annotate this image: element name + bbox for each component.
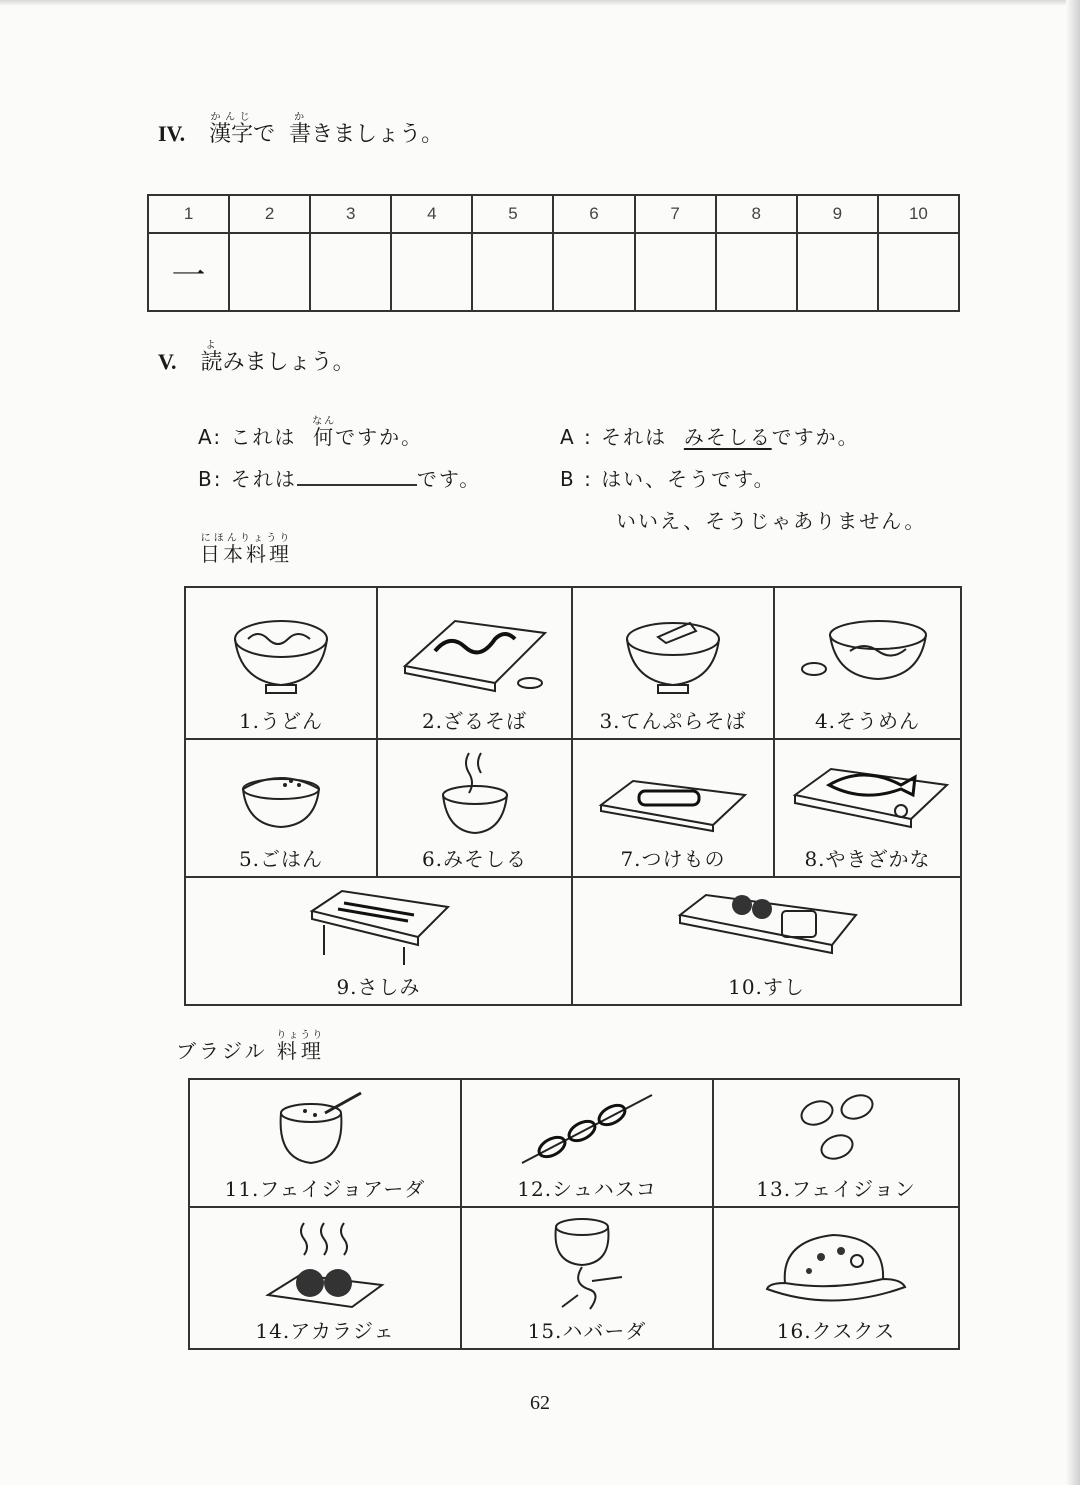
kanji-header-cell: 7	[635, 195, 716, 233]
japanese-cuisine-title: 日本料理にほんりょうり	[200, 533, 292, 566]
kanji-answer-cell: 一	[148, 233, 229, 311]
rice-bowl-icon	[231, 759, 331, 839]
udon-bowl-icon	[226, 611, 336, 701]
kanji-header-cell: 6	[553, 195, 634, 233]
dialog-left-a: A: これは 何なんですか。	[198, 416, 424, 449]
food-cell-tempurasoba	[572, 587, 774, 739]
food-cell-sushi	[572, 877, 961, 1005]
brazilian-food-grid	[188, 1078, 960, 1350]
food-label: 4.そうめん	[814, 709, 921, 733]
cuscuz-icon	[761, 1221, 911, 1311]
food-cell-feijao	[713, 1079, 959, 1207]
food-cell-sashimi	[185, 877, 572, 1005]
food-label: 2.ざるそば	[421, 709, 528, 733]
food-cell-tsukemono	[572, 739, 774, 877]
tsukemono-plate-icon	[593, 769, 753, 839]
kanji-header-cell: 8	[716, 195, 797, 233]
rabada-pot-icon	[532, 1211, 642, 1311]
grilled-fish-icon	[783, 759, 953, 839]
section-5-title: V. 読よみましょう。	[158, 340, 355, 375]
food-cell-somen	[774, 587, 961, 739]
food-label: 16.クスクス	[776, 1319, 896, 1343]
kanji-header-cell: 3	[310, 195, 391, 233]
food-label: 7.つけもの	[620, 847, 726, 871]
kanji-table-answer-row	[148, 233, 959, 311]
section-4-title: IV. 漢字かんじで 書かきましょう。	[158, 112, 444, 147]
food-label: 6.みそしる	[421, 847, 528, 871]
feijoada-pot-icon	[265, 1089, 385, 1169]
japanese-food-grid	[184, 586, 962, 1006]
kanji-answer-cell[interactable]	[229, 233, 310, 311]
kanji-answer-cell[interactable]	[553, 233, 634, 311]
kanji-header-cell: 2	[229, 195, 310, 233]
skewer-icon	[512, 1089, 662, 1169]
kanji-header-cell: 4	[391, 195, 472, 233]
kanji-answer-cell[interactable]	[635, 233, 716, 311]
kanji-header-cell: 1	[148, 195, 229, 233]
food-cell-rabada	[461, 1207, 713, 1349]
kanji-header-cell: 9	[797, 195, 878, 233]
kanji-answer-cell[interactable]	[878, 233, 959, 311]
food-label: 10.すし	[728, 975, 805, 999]
kanji-answer-cell[interactable]	[472, 233, 553, 311]
food-label: 8.やきざかな	[804, 847, 931, 871]
dialog-right-b: B : はい、そうです。	[560, 467, 776, 491]
food-label: 3.てんぷらそば	[599, 709, 747, 733]
food-cell-misoshiru	[377, 739, 572, 877]
dialog-right-a: A : それは みそしるですか。	[560, 425, 860, 449]
food-cell-yakizakana	[774, 739, 961, 877]
kanji-answer-cell[interactable]	[797, 233, 878, 311]
page-edge-top	[0, 0, 1080, 6]
acaraje-icon	[260, 1219, 390, 1311]
kanji-answer-cell[interactable]	[391, 233, 472, 311]
somen-bowl-icon	[798, 611, 938, 701]
kanji-practice-table	[147, 194, 960, 312]
read-kanji: 読よ	[200, 340, 223, 375]
food-cell-gohan	[185, 739, 377, 877]
food-cell-churrasco	[461, 1079, 713, 1207]
food-cell-cuscuz	[713, 1207, 959, 1349]
kanji-header-cell: 10	[878, 195, 959, 233]
zarusoba-tray-icon	[395, 611, 555, 701]
food-label: 14.アカラジェ	[255, 1319, 395, 1343]
kanji-header-cell: 5	[472, 195, 553, 233]
page-edge-right	[1066, 0, 1080, 1485]
sashimi-plate-icon	[304, 885, 454, 967]
kanji-answer-cell[interactable]	[716, 233, 797, 311]
brazilian-cuisine-title: ブラジル 料理りょうり	[176, 1030, 325, 1063]
dialog-left	[198, 416, 481, 500]
section-5-numeral: V.	[158, 349, 177, 374]
food-cell-acaraje	[189, 1207, 461, 1349]
answer-blank[interactable]	[297, 462, 417, 486]
kanji-table-header-row	[148, 195, 959, 233]
food-cell-zarusoba	[377, 587, 572, 739]
miso-soup-icon	[425, 749, 525, 839]
section-4-numeral: IV.	[158, 121, 186, 146]
kanji-answer-cell[interactable]	[310, 233, 391, 311]
food-label: 11.フェイジョアーダ	[224, 1177, 426, 1201]
food-cell-feijoada	[189, 1079, 461, 1207]
food-cell-udon	[185, 587, 377, 739]
food-label: 9.さしみ	[336, 975, 421, 999]
dialog-right-b-no: いいえ、そうじゃありません。	[616, 509, 927, 533]
page-number: 62	[530, 1392, 550, 1414]
food-label: 5.ごはん	[238, 847, 324, 871]
food-label: 1.うどん	[238, 709, 324, 733]
kanji-word: 漢字かんじ	[209, 112, 254, 147]
write-kanji: 書か	[289, 112, 312, 147]
dialog-left-b: B: それは です。	[198, 458, 481, 500]
sushi-plate-icon	[672, 885, 862, 967]
food-label: 15.ハバーダ	[527, 1319, 647, 1343]
food-label: 12.シュハスコ	[517, 1177, 657, 1201]
dialog-right	[560, 416, 926, 542]
tempurasoba-bowl-icon	[618, 611, 728, 701]
beans-icon	[781, 1089, 891, 1169]
food-label: 13.フェイジョン	[756, 1177, 916, 1201]
